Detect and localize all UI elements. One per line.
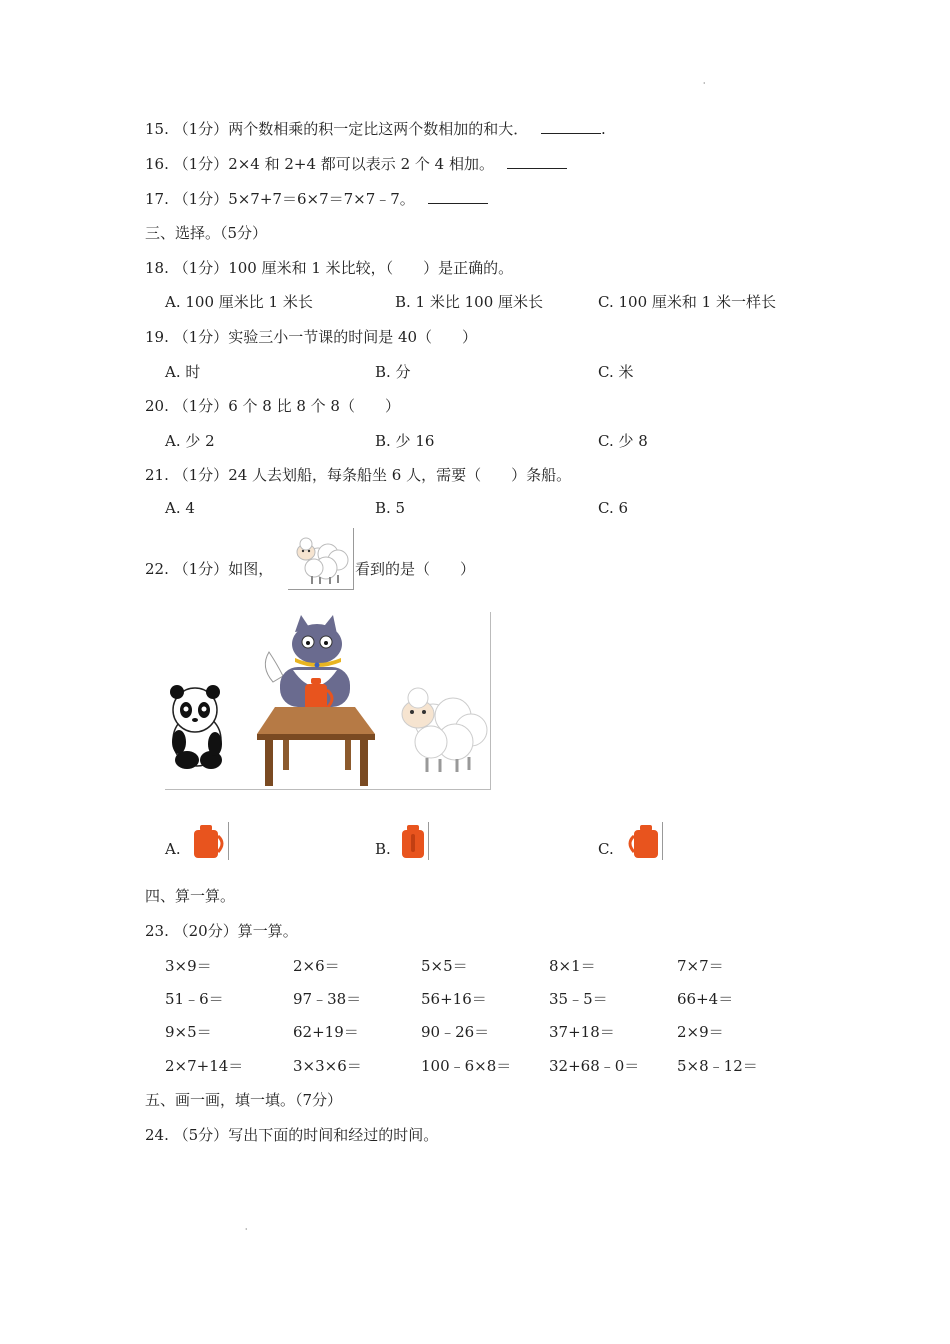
question-number: 23. — [145, 922, 169, 940]
q20-option-a[interactable]: A. 少 2 — [165, 432, 215, 450]
question-19 — [145, 326, 477, 347]
question-text: 5×7+7＝6×7＝7×7﹣7。 — [228, 190, 415, 208]
question-score: （1分） — [173, 397, 229, 415]
calc-item[interactable]: 8×1＝ — [549, 957, 596, 975]
question-score: （1分） — [173, 466, 229, 484]
question-number: 19. — [145, 328, 169, 346]
question-score: （1分） — [173, 155, 229, 173]
q18-option-c[interactable]: C. 100 厘米和 1 米一样长 — [598, 293, 776, 311]
q19-option-c[interactable]: C. 米 — [598, 363, 634, 381]
calc-item[interactable]: 62+19＝ — [293, 1023, 359, 1041]
section-4-heading: 四、算一算。 — [145, 887, 236, 905]
question-score: （1分） — [173, 560, 229, 578]
question-score: （1分） — [173, 120, 229, 138]
question-number: 18. — [145, 259, 169, 277]
table-figure — [257, 707, 375, 786]
question-number: 24. — [145, 1126, 169, 1144]
question-15 — [145, 118, 606, 139]
section-3-heading: 三、选择。（5分） — [145, 224, 268, 242]
cup-option-b-image[interactable] — [398, 822, 429, 860]
section-5-heading: 五、画一画，填一填。（7分） — [145, 1091, 343, 1109]
calc-item[interactable]: 56+16＝ — [421, 990, 487, 1008]
question-number: 15. — [145, 120, 169, 138]
question-18 — [145, 257, 513, 278]
q21-option-c[interactable]: C. 6 — [598, 499, 629, 517]
question-number: 16. — [145, 155, 169, 173]
calc-item[interactable]: 5×8﹣12＝ — [677, 1057, 758, 1075]
question-score: （1分） — [173, 328, 229, 346]
answer-blank[interactable] — [507, 154, 567, 169]
sheep-figure — [402, 688, 487, 772]
question-16 — [145, 153, 567, 174]
q19-option-a[interactable]: A. 时 — [165, 363, 201, 381]
question-text: 2×4 和 2+4 都可以表示 2 个 4 相加。 — [228, 155, 494, 173]
calc-item[interactable]: 37+18＝ — [549, 1023, 615, 1041]
question-text: 24 人去划船，每条船坐 6 人，需要（ ）条船。 — [228, 466, 572, 484]
calc-item[interactable]: 9×5＝ — [165, 1023, 212, 1041]
calc-item[interactable]: 35﹣5＝ — [549, 990, 608, 1008]
question-text: 算一算。 — [237, 922, 298, 940]
calc-item[interactable]: 66+4＝ — [677, 990, 734, 1008]
q20-option-c[interactable]: C. 少 8 — [598, 432, 648, 450]
page-mark-top: ⸱ — [703, 79, 706, 89]
question-text: 6 个 8 比 8 个 8（ ） — [228, 397, 400, 415]
panda-figure — [170, 685, 222, 769]
calc-item[interactable]: 32+68﹣0＝ — [549, 1057, 640, 1075]
calc-item[interactable]: 3×9＝ — [165, 957, 212, 975]
q18-option-b[interactable]: B. 1 米比 100 厘米长 — [395, 293, 544, 311]
question-22-tail: 看到的是（ ） — [355, 560, 476, 578]
question-score: （5分） — [173, 1126, 229, 1144]
scene-illustration — [165, 612, 491, 790]
cup-option-c-image[interactable] — [622, 822, 663, 860]
q21-option-b[interactable]: B. 5 — [375, 499, 406, 517]
question-text: 100 厘米和 1 米比较，（ ）是正确的。 — [228, 259, 514, 277]
q20-option-b[interactable]: B. 少 16 — [375, 432, 435, 450]
calc-item[interactable]: 97﹣38＝ — [293, 990, 362, 1008]
question-number: 20. — [145, 397, 169, 415]
calc-item[interactable]: 51﹣6＝ — [165, 990, 224, 1008]
question-number: 22. — [145, 560, 169, 578]
page-mark-bottom: ⸱ — [245, 1225, 248, 1235]
question-20 — [145, 395, 400, 416]
question-score: （20分） — [173, 922, 238, 940]
q22-option-c-label[interactable]: C. — [598, 840, 614, 858]
calc-item[interactable]: 90﹣26＝ — [421, 1023, 490, 1041]
calc-item[interactable]: 2×9＝ — [677, 1023, 724, 1041]
answer-blank[interactable] — [541, 119, 601, 134]
question-number: 21. — [145, 466, 169, 484]
cup-option-a-image[interactable] — [190, 822, 229, 860]
question-text: 如图， — [228, 560, 274, 578]
question-21 — [145, 464, 571, 485]
question-number: 17. — [145, 190, 169, 208]
sheep-thumbnail — [288, 528, 354, 590]
question-score: （1分） — [173, 190, 229, 208]
question-text: 写出下面的时间和经过的时间。 — [228, 1126, 439, 1144]
question-22-num — [145, 558, 273, 579]
calc-item[interactable]: 5×5＝ — [421, 957, 468, 975]
q18-option-a[interactable]: A. 100 厘米比 1 米长 — [165, 293, 313, 311]
question-24 — [145, 1124, 438, 1145]
question-text: 两个数相乘的积一定比这两个数相加的和大． — [228, 120, 529, 138]
q21-option-a[interactable]: A. 4 — [165, 499, 195, 517]
calc-item[interactable]: 7×7＝ — [677, 957, 724, 975]
calc-item[interactable]: 2×7+14＝ — [165, 1057, 244, 1075]
question-tail: . — [600, 120, 606, 138]
question-score: （1分） — [173, 259, 229, 277]
q22-option-a-label[interactable]: A. — [165, 840, 181, 858]
question-text: 实验三小一节课的时间是 40（ ） — [228, 328, 478, 346]
calc-item[interactable]: 100﹣6×8＝ — [421, 1057, 512, 1075]
question-17 — [145, 188, 488, 209]
q19-option-b[interactable]: B. 分 — [375, 363, 411, 381]
answer-blank[interactable] — [428, 189, 488, 204]
calc-item[interactable]: 3×3×6＝ — [293, 1057, 362, 1075]
question-23 — [145, 920, 298, 941]
calc-item[interactable]: 2×6＝ — [293, 957, 340, 975]
q22-option-b-label[interactable]: B. — [375, 840, 391, 858]
